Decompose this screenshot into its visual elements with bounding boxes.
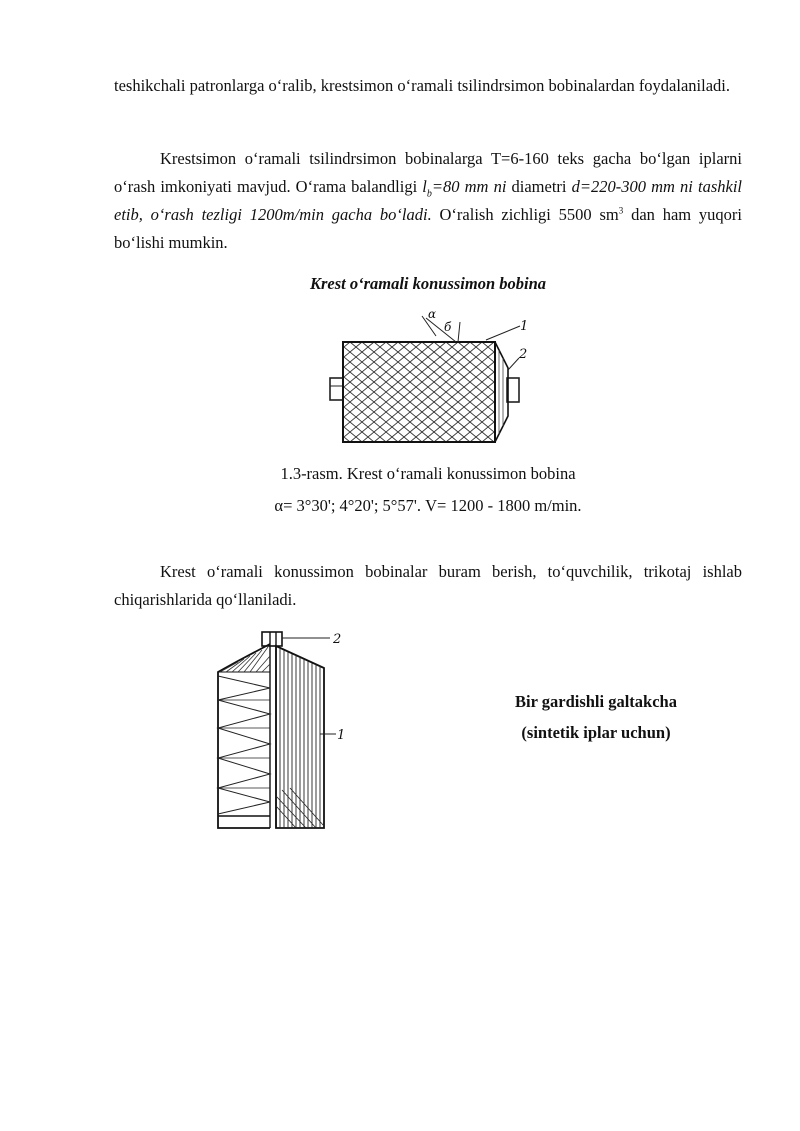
bobbin-body bbox=[343, 342, 495, 442]
label-b: б bbox=[444, 320, 452, 334]
label-1: 1 bbox=[520, 319, 529, 334]
figure-2-side-caption bbox=[490, 686, 702, 748]
paragraph-2-part2: =80 mm ni bbox=[431, 177, 507, 196]
paragraph-1 bbox=[114, 72, 742, 100]
figure-1-conical-bobbin bbox=[326, 306, 536, 448]
paragraph-2-part3: diametri bbox=[506, 177, 572, 196]
superscript-3: 3 bbox=[618, 205, 624, 216]
figure-1-caption-line-2: α= 3°30'; 4°20'; 5°57'. V= 1200 - 1800 m/min. bbox=[274, 496, 582, 515]
paragraph-2-part6: dan ham yuqori boʻlishi mumkin. bbox=[114, 205, 743, 252]
conical-end bbox=[495, 342, 508, 442]
figure-1-caption-line-1: 1.3-rasm. Krest oʻramali konussimon bobina bbox=[280, 464, 576, 483]
section-heading: Krest oʻramali konussimon bobina bbox=[309, 274, 547, 293]
side-caption-line-1: Bir gardishli galtakcha bbox=[515, 692, 677, 711]
paragraph-3-text: Krest oʻramali konussimon bobinalar buram berish, toʻquvchilik, trikotaj ishlab chiqarishlarida qoʻllaniladi. bbox=[114, 562, 742, 609]
flange-top bbox=[262, 632, 282, 646]
side-caption-line-2: (sintetik iplar uchun) bbox=[521, 723, 671, 742]
zigzag-winding bbox=[218, 676, 270, 814]
label-1-fig2: 1 bbox=[337, 728, 346, 743]
paragraph-2 bbox=[114, 145, 742, 257]
paragraph-2-part1: Krestsimon oʻramali tsilindrsimon bobinalarga T=6-160 teks gacha boʻlgan iplarni oʻrash imkoniyati mavjud. Oʻrama balandligi bbox=[114, 149, 742, 196]
label-2: 2 bbox=[519, 347, 528, 362]
cross-winding-pattern bbox=[326, 342, 536, 442]
lb-symbol: l bbox=[422, 177, 427, 196]
paragraph-2-part5: Oʻralish zichligi 5500 sm bbox=[431, 205, 619, 224]
paragraph-2-part4: d=220-300 mm ni tashkil etib, oʻrash tezligi 1200m/min gacha boʻladi. bbox=[114, 177, 742, 224]
paragraph-1-text: teshikchali patronlarga oʻralib, krestsimon oʻramali tsilindrsimon bobinalardan foydalaniladi. bbox=[114, 76, 730, 95]
figure-2-flange-spool bbox=[210, 628, 360, 833]
label-alpha: α bbox=[428, 307, 437, 321]
figure-1-caption bbox=[114, 458, 742, 522]
spindle-left bbox=[330, 378, 343, 400]
paragraph-3 bbox=[114, 558, 742, 614]
lb-subscript: b bbox=[426, 188, 432, 200]
label-2-fig2: 2 bbox=[333, 632, 342, 647]
